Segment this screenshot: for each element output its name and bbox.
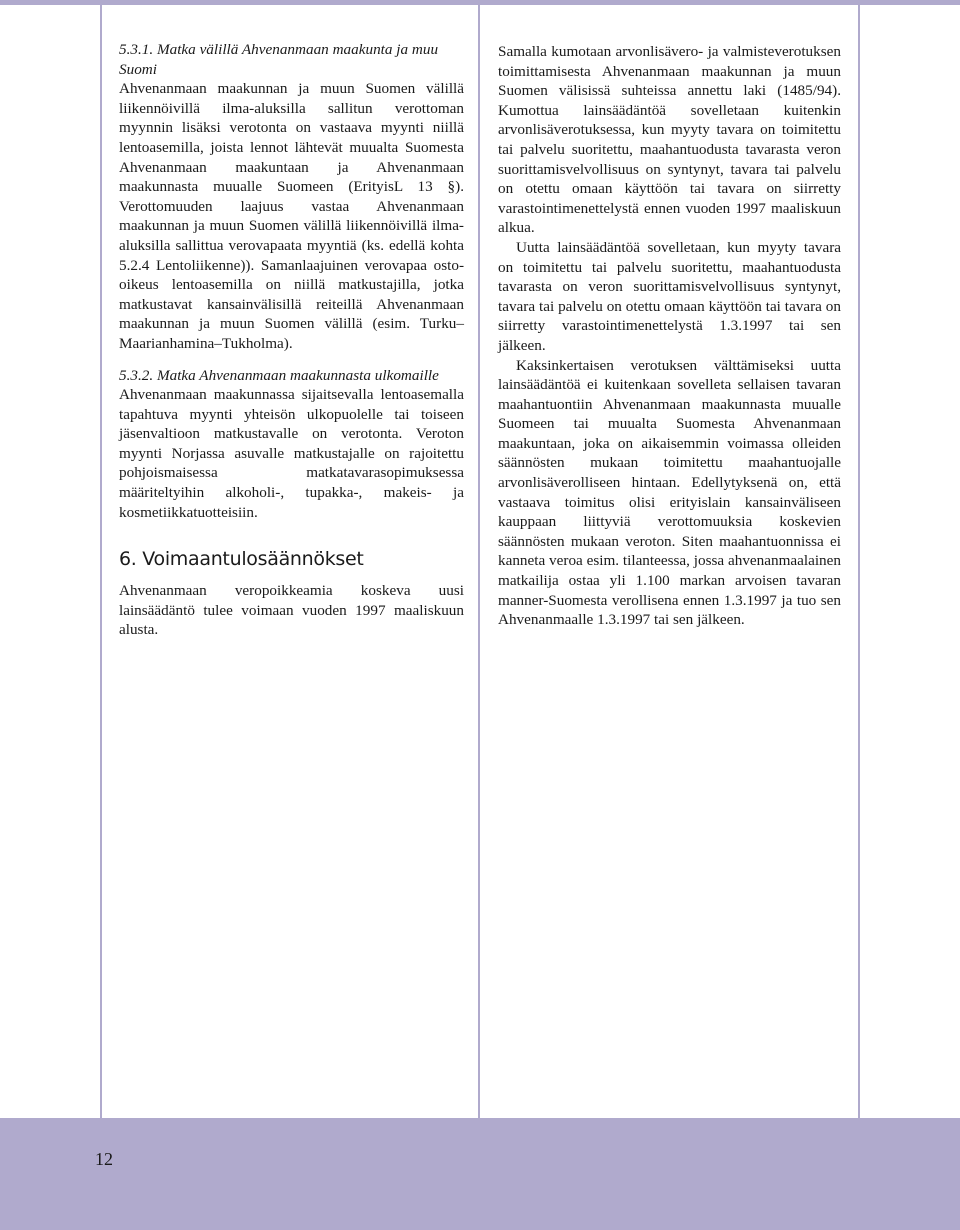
right-column: [498, 42, 841, 630]
subsection-paragraph-5-3-1: Ahvenanmaan maakunnan ja muun Suomen välillä liikennöivillä ilma-aluksilla sallitun verottoman myynnin lisäksi verotonta on vastaava myynti niillä lentoasemilla, joista lennot lähtevät muualta Suomesta Ahvenanmaan maakuntaan ja Ahvenanmaan maakunnasta muualle Suomeen (ErityisL 13 §). Verottomuuden laajuus vastaa Ahvenanmaan maakunnan ja muun Suomen välillä liikennöivillä ilma-aluksilla sallittua verovapaata myyntiä (ks. edellä kohta 5.2.4 Lentoliikenne)). Samanlaajuinen verovapaa osto-oikeus lentoasemilla on niillä matkustajilla, jotka matkustavat kansainvälisillä reiteillä Ahvenanmaan maakunnan ja muun Suomen välillä (esim. Turku–Maarianhamina–Tukholma).: [119, 80, 464, 352]
right-paragraph-1: Samalla kumotaan arvonlisävero- ja valmisteverotuksen toimittamisesta Ahvenanmaan maakunnan ja muun Suomen välisissä suhteissa annettu laki (1485/94). Kumottua lainsäädäntöä sovelletaan kuitenkin arvonlisäverotuksessa, kun myyty tavara on toimitettu tai palvelu suoritettu, maahantuodusta tavarasta veron suorittamisvelvollisuus on syntynyt, tavara tai palvelu on otettu omaan käyttöön tai tavara on siirretty varastointimenettelystä ennen vuoden 1997 maaliskuun alkua.: [498, 43, 841, 237]
left-column: [119, 40, 464, 640]
section-paragraph-6: Ahvenanmaan veropoikkeamia koskeva uusi lainsäädäntö tulee voimaan vuoden 1997 maaliskuun alusta.: [119, 582, 464, 639]
section-heading-6: 6. Voimaantulosäännökset: [119, 548, 364, 571]
center-column-rule: [478, 5, 480, 1118]
top-accent-band: [0, 0, 960, 5]
left-margin-rule: [100, 5, 102, 1118]
subsection-paragraph-5-3-2: Ahvenanmaan maakunnassa sijaitsevalla lentoasemalla tapahtuva myynti yhteisön ulkopuolelle tai toiseen jäsenvaltioon matkustavalle on verotonta. Veroton myynti Norjassa asuvalle matkustajalle on rajoitettu pohjoismaisessa matkatavarasopimuksessa määriteltyihin alkoholi-, tupakka-, makeis- ja kosmetiikkatuotteisiin.: [119, 386, 464, 521]
page-number: 12: [95, 1149, 113, 1169]
subsection-heading-5-3-2: 5.3.2. Matka Ahvenanmaan maakunnasta ulkomaille: [119, 366, 439, 384]
footer-band: [0, 1118, 960, 1230]
right-margin-rule: [858, 5, 860, 1118]
right-paragraph-3: Kaksinkertaisen verotuksen välttämiseksi uutta lainsäädäntöä ei kuitenkaan sovelleta sellaisen tavaran maahantuontiin Ahvenanmaan maakunnasta muualle Suomeen tai muualta Suomesta Ahvenanmaan maakuntaan, joka on aikaisemmin voimassa olleiden säännösten mukaan toimitettu maahantuojalle arvonlisäverolliseen hintaan. Edellytyksenä on, että vastaava toimitus olisi erityislain kansainväliseen kauppaan liittyviä verottomuuksia koskevien säännösten mukaan veroton. Siten maahantuonnissa ei kanneta veroa esim. tilanteessa, jossa ahvenanmaalainen matkailija ostaa yli 1.100 markan arvoisen tavaran manner-Suomesta verollisena ennen 1.3.1997 ja tuo sen Ahvenanmaalle 1.3.1997 tai sen jälkeen.: [498, 356, 841, 629]
right-paragraph-2: Uutta lainsäädäntöä sovelletaan, kun myyty tavara on toimitettu tai palvelu suoritettu, maahantuodusta tavarasta on veron suorittamisvelvollisuus syntynyt, tavara tai palvelu on otettu omaan käyttöön tai tavara on siirretty varastointimenettelystä 1.3.1997 tai sen jälkeen.: [498, 238, 841, 354]
subsection-heading-5-3-1: 5.3.1. Matka välillä Ahvenanmaan maakunta ja muu Suomi: [119, 41, 439, 78]
